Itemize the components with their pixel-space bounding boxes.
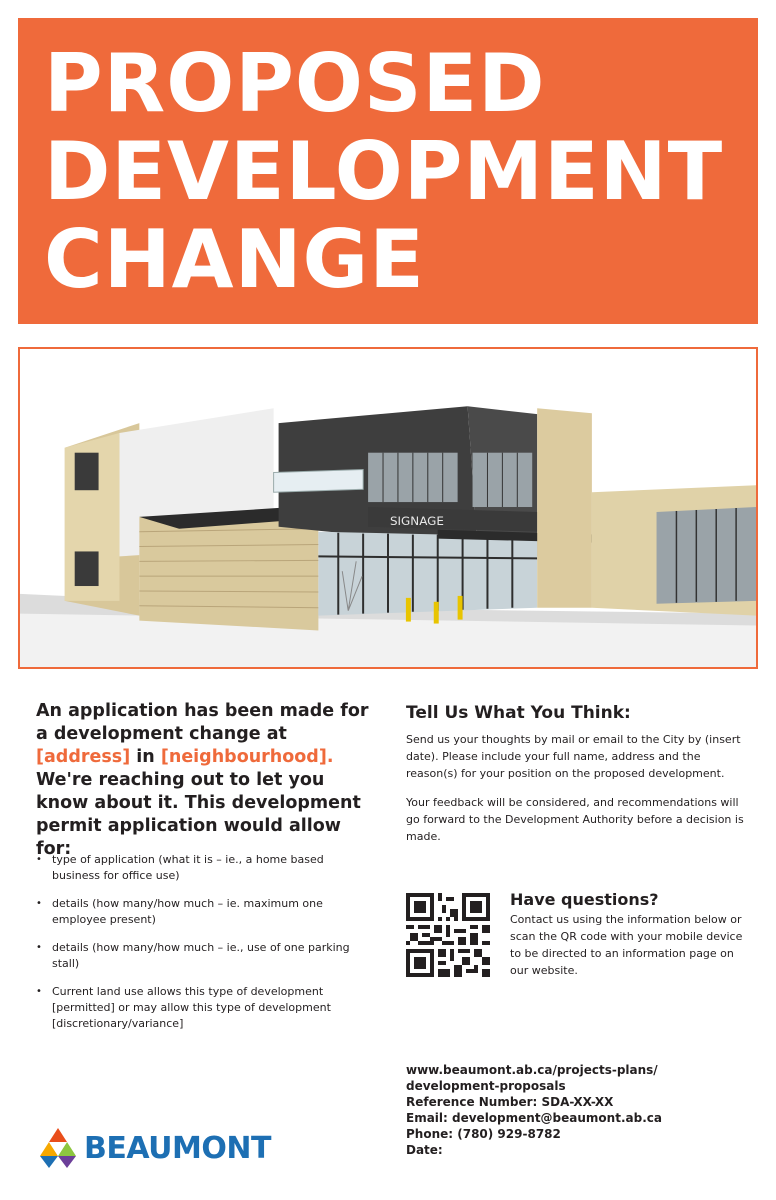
- questions-heading: Have questions?: [510, 890, 659, 909]
- feedback-body: [406, 731, 746, 857]
- building-rendering: [18, 347, 758, 669]
- contact-block: [406, 1062, 756, 1158]
- beaumont-wordmark: BEAUMONT: [84, 1130, 271, 1166]
- feedback-paragraph-2: Your feedback will be considered, and recommendations will go forward to the Development Authority before a decision is made.: [406, 796, 744, 843]
- website-link-line-2[interactable]: development-proposals: [406, 1079, 566, 1093]
- list-item: • details (how many/how much – ie., use of one parking stall): [36, 940, 366, 972]
- title-line-3: CHANGE: [44, 213, 425, 306]
- questions-body: Contact us using the information below or scan the QR code with your mobile device to be directed to an information page on our website.: [510, 913, 743, 977]
- website-link-line-1[interactable]: www.beaumont.ab.ca/projects-plans/: [406, 1063, 658, 1077]
- title-banner: [18, 18, 758, 324]
- email-link[interactable]: Email: development@beaumont.ab.ca: [406, 1111, 662, 1125]
- date-label: Date:: [406, 1143, 443, 1157]
- title-line-2: DEVELOPMENT: [44, 125, 724, 218]
- feedback-paragraph-1: Send us your thoughts by mail or email to the City by (insert date). Please include your full name, address and the reason(s) for your position on the proposed development.: [406, 733, 741, 780]
- phone-number: Phone: (780) 929-8782: [406, 1127, 561, 1141]
- intro-text-2: in: [130, 747, 161, 767]
- list-item: • Current land use allows this type of development [permitted] or may allow this type of development [discretionary/variance]: [36, 984, 366, 1032]
- list-item: • type of application (what it is – ie., a home based business for office use): [36, 852, 366, 884]
- beaumont-logo: [36, 1125, 296, 1171]
- neighbourhood-placeholder: [neighbourhood].: [160, 747, 334, 767]
- qr-code[interactable]: [406, 893, 490, 977]
- signage-text: SIGNAGE: [389, 513, 444, 528]
- allowed-uses-list: [36, 852, 366, 1044]
- intro-text-3: We're reaching out to let you know about it. This development permit application would allow for:: [36, 770, 361, 859]
- building-illustration: [20, 349, 756, 667]
- list-item: • details (how many/how much – ie. maximum one employee present): [36, 896, 366, 928]
- intro-statement: [36, 700, 376, 861]
- reference-number: Reference Number: SDA-XX-XX: [406, 1095, 614, 1109]
- address-placeholder: [address]: [36, 747, 131, 767]
- beaumont-logo-icon: [36, 1126, 80, 1170]
- feedback-heading: Tell Us What You Think:: [406, 703, 631, 723]
- title-line-1: PROPOSED: [44, 37, 546, 130]
- intro-text-1: An application has been made for a development change at: [36, 701, 369, 744]
